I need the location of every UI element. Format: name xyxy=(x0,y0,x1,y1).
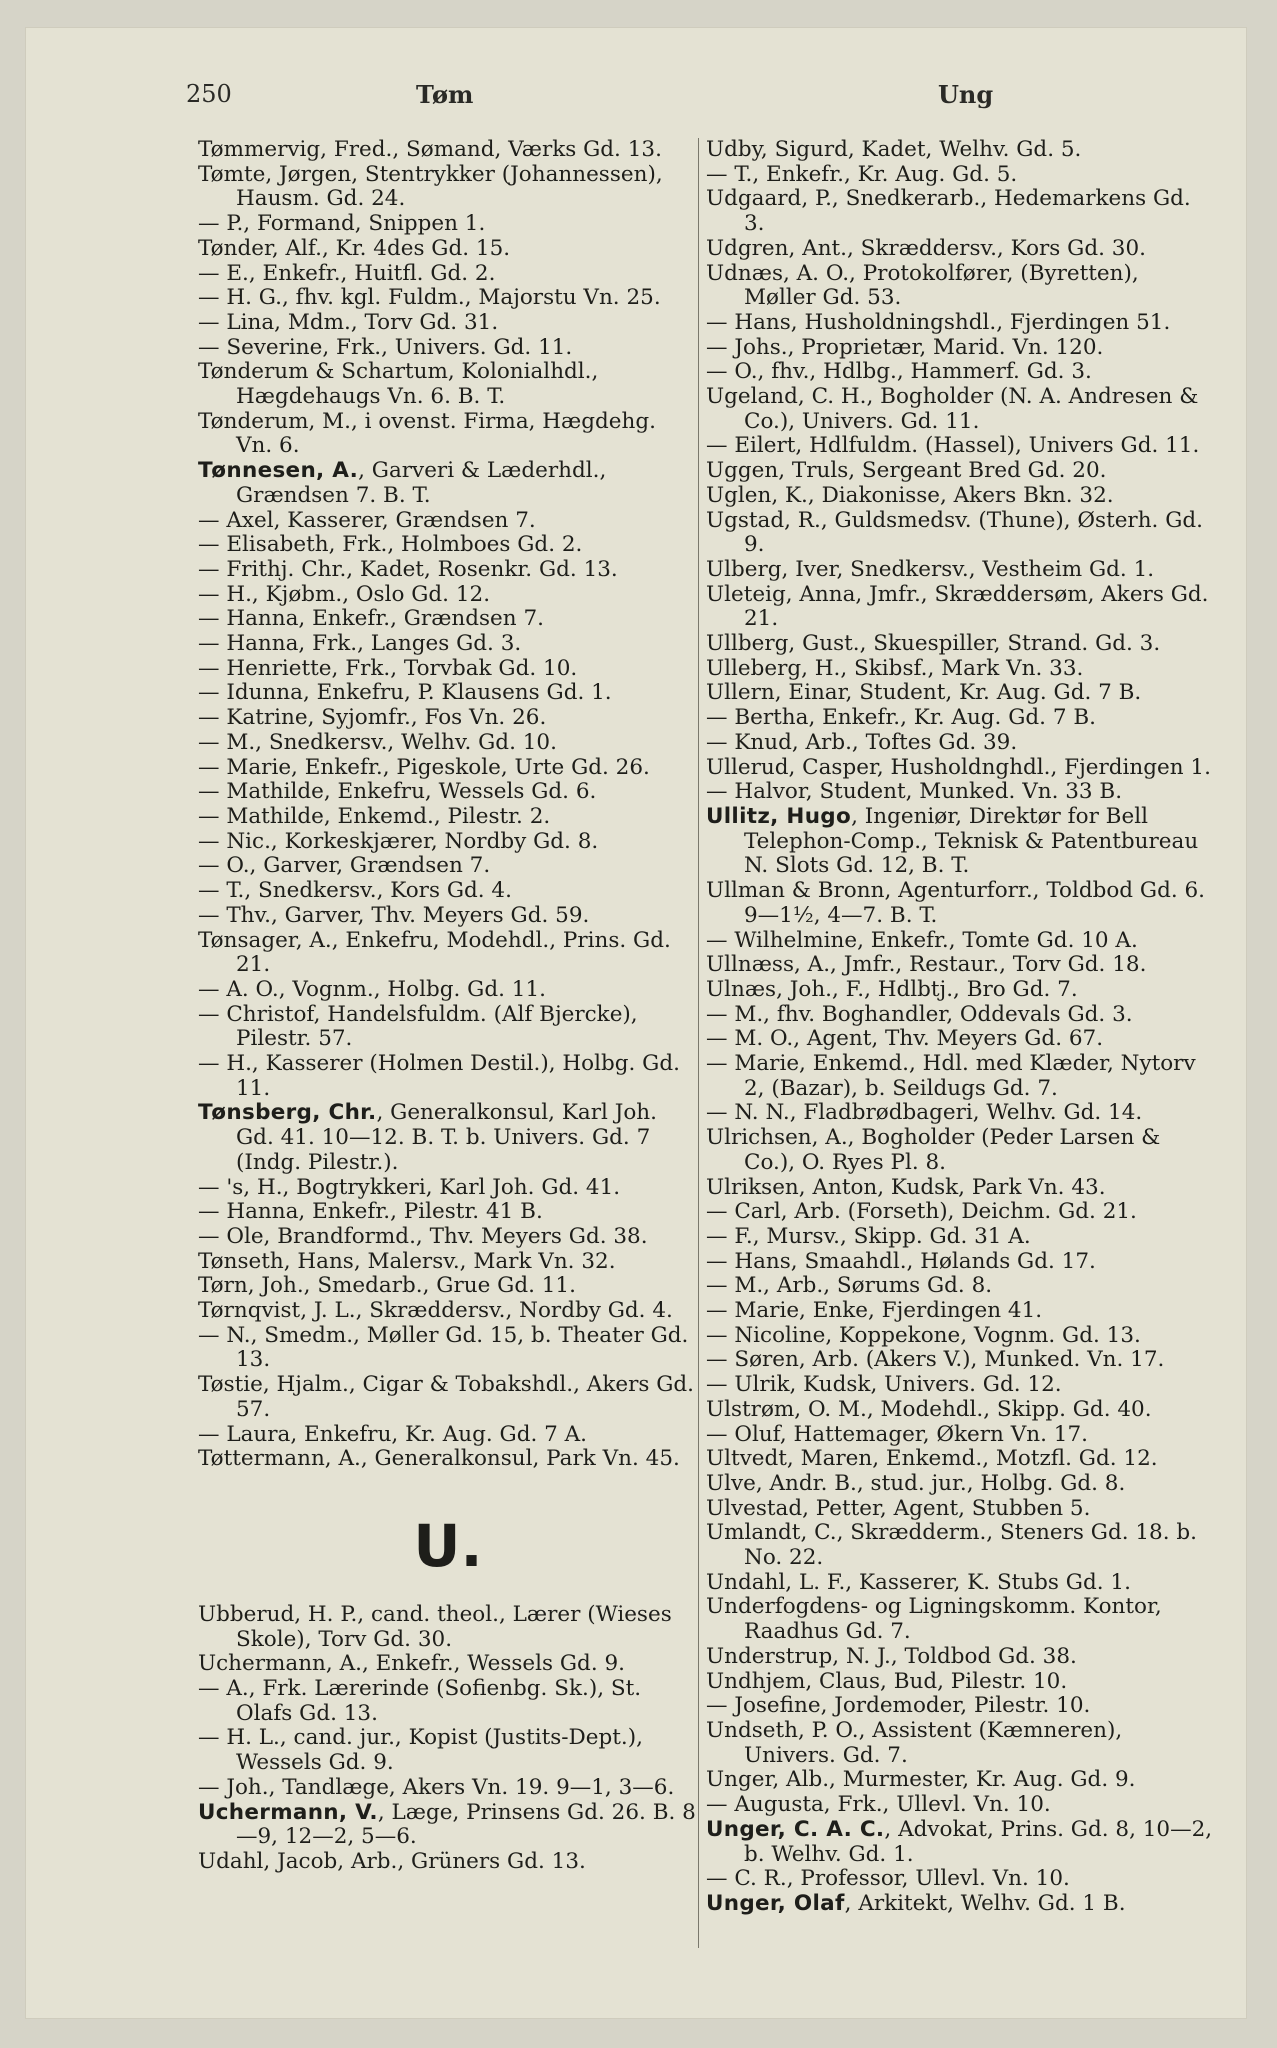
entry-text: Tøstie, Hjalm., Cigar & Tobakshdl., Akers Gd. 57. xyxy=(198,1372,694,1422)
header-left-word: Tøm xyxy=(416,80,474,109)
entry-name-bold: Tønnesen, A. xyxy=(198,458,359,484)
entry-text: , Ingeniør, Direktør for Bell Telephon-Comp., Teknisk & Patentbureau N. Slots Gd. 12, B. T. xyxy=(744,803,1199,879)
directory-entry xyxy=(198,879,698,904)
directory-entry xyxy=(198,706,698,731)
entry-text: — Ole, Brandformd., Thv. Meyers Gd. 38. xyxy=(198,1223,648,1249)
entry-text: — T., Enkefr., Kr. Aug. Gd. 5. xyxy=(706,161,1018,187)
entry-text: — A. O., Vognm., Holbg. Gd. 11. xyxy=(198,976,546,1002)
entry-text: — Axel, Kasserer, Grændsen 7. xyxy=(198,507,536,533)
directory-entry xyxy=(198,1101,698,1175)
entry-text: — Severine, Frk., Univers. Gd. 11. xyxy=(198,334,573,360)
entry-text: — Eilert, Hdlfuldm. (Hassel), Univers Gd. 11. xyxy=(706,433,1200,459)
directory-entry xyxy=(198,459,698,508)
entry-text: — P., Formand, Snippen 1. xyxy=(198,211,486,237)
directory-entry xyxy=(706,1126,1216,1175)
entry-text: Ulrichsen, A., Bogholder (Peder Larsen & Co.), O. Ryes Pl. 8. xyxy=(706,1125,1161,1175)
entry-text: Tønseth, Hans, Malersv., Mark Vn. 32. xyxy=(198,1248,616,1274)
directory-entry xyxy=(198,904,698,929)
entry-text: Underfogdens- og Ligningskomm. Kontor, Raadhus Gd. 7. xyxy=(706,1594,1162,1645)
entry-text: Ugstad, R., Guldsmedsv. (Thune), Østerh. Gd. 9. xyxy=(706,507,1203,558)
directory-entry xyxy=(706,1250,1216,1275)
directory-entry xyxy=(706,879,1216,928)
entry-text: Tønder, Alf., Kr. 4des Gd. 15. xyxy=(198,235,511,261)
directory-entry xyxy=(198,1726,698,1775)
directory-entry xyxy=(198,607,698,632)
entry-text: Ulstrøm, O. M., Modehdl., Skipp. Gd. 40. xyxy=(706,1396,1152,1422)
directory-entry xyxy=(198,509,698,534)
entry-text: — H. G., fhv. kgl. Fuldm., Majorstu Vn. 25. xyxy=(198,285,661,311)
entry-text: Ullnæss, A., Jmfr., Restaur., Torv Gd. 18. xyxy=(706,952,1147,978)
entry-text: Tømte, Jørgen, Stentrykker (Johannessen), Hausm. Gd. 24. xyxy=(198,161,663,212)
entry-text: Understrup, N. J., Toldbod Gd. 38. xyxy=(706,1643,1077,1669)
entry-name-bold: Tønsberg, Chr. xyxy=(198,1100,377,1126)
directory-entry xyxy=(198,1603,698,1652)
entry-text: — Hans, Smaahdl., Hølands Gd. 17. xyxy=(706,1248,1096,1274)
right-column xyxy=(706,138,1216,1917)
entry-text: — Elisabeth, Frk., Holmboes Gd. 2. xyxy=(198,532,583,558)
directory-entry xyxy=(198,212,698,237)
directory-entry xyxy=(706,657,1216,682)
entry-text: — Joh., Tandlæge, Akers Vn. 19. 9—1, 3—6. xyxy=(198,1774,675,1800)
entry-text: — Hans, Husholdningshdl., Fjerdingen 51. xyxy=(706,309,1171,335)
entry-text: Tørnqvist, J. L., Skræddersv., Nordby Gd. 4. xyxy=(198,1298,673,1324)
directory-entry xyxy=(706,1176,1216,1201)
directory-entry xyxy=(706,385,1216,434)
entry-text: — Katrine, Syjomfr., Fos Vn. 26. xyxy=(198,705,547,731)
entry-text: Ugeland, C. H., Bogholder (N. A. Andresen & Co.), Univers. Gd. 11. xyxy=(706,384,1199,434)
directory-entry xyxy=(706,731,1216,756)
entry-text: Udgaard, P., Snedkerarb., Hedemarkens Gd. 3. xyxy=(706,186,1191,237)
entry-text: — Mathilde, Enkefru, Wessels Gd. 6. xyxy=(198,779,597,805)
entry-text: , Advokat, Prins. Gd. 8, 10—2, b. Welhv. Gd. 1. xyxy=(744,1816,1213,1867)
entry-text: — Marie, Enke, Fjerdingen 41. xyxy=(706,1298,1043,1324)
entry-text: Ullerud, Casper, Husholdnghdl., Fjerdingen 1. xyxy=(706,754,1211,780)
directory-entry xyxy=(198,1677,698,1726)
entry-text: Undahl, L. F., Kasserer, K. Stubs Gd. 1. xyxy=(706,1569,1131,1595)
directory-entry xyxy=(198,1225,698,1250)
entry-text: — Marie, Enkefr., Pigeskole, Urte Gd. 26. xyxy=(198,754,650,780)
directory-entry xyxy=(198,1423,698,1448)
directory-entry xyxy=(706,1225,1216,1250)
entry-text: — Halvor, Student, Munked. Vn. 33 B. xyxy=(706,779,1123,805)
entry-text: — H., Kasserer (Holmen Destil.), Holbg. Gd. 11. xyxy=(198,1051,680,1101)
entry-text: Undseth, P. O., Assistent (Kæmneren), Univers. Gd. 7. xyxy=(706,1718,1123,1768)
entry-text: — O., Garver, Grændsen 7. xyxy=(198,853,491,879)
entry-text: Ulve, Andr. B., stud. jur., Holbg. Gd. 8. xyxy=(706,1470,1126,1496)
entry-text: — Idunna, Enkefru, P. Klausens Gd. 1. xyxy=(198,680,612,706)
page-number: 250 xyxy=(186,80,232,108)
entry-text: , Læge, Prinsens Gd. 26. B. 8—9, 12—2, 5—6. xyxy=(236,1799,696,1850)
entry-text: — F., Mursv., Skipp. Gd. 31 A. xyxy=(706,1223,1031,1249)
entry-text: Tømmervig, Fred., Sømand, Værks Gd. 13. xyxy=(198,137,662,162)
left-column xyxy=(198,138,698,1875)
entry-text: — Bertha, Enkefr., Kr. Aug. Gd. 7 B. xyxy=(706,705,1096,731)
directory-entry xyxy=(706,1373,1216,1398)
directory-entry xyxy=(198,360,698,409)
entry-text: — Johs., Proprietær, Marid. Vn. 120. xyxy=(706,334,1104,360)
entry-text: — M., Arb., Sørums Gd. 8. xyxy=(706,1273,993,1299)
entry-text: — Wilhelmine, Enkefr., Tomte Gd. 10 A. xyxy=(706,927,1138,953)
header-right-word: Ung xyxy=(938,80,994,109)
directory-entry xyxy=(706,978,1216,1003)
directory-entry xyxy=(706,1423,1216,1448)
directory-entry xyxy=(198,1274,698,1299)
entry-text: Ultvedt, Maren, Enkemd., Motzfl. Gd. 12. xyxy=(706,1446,1158,1472)
directory-entry xyxy=(198,583,698,608)
directory-entry xyxy=(706,1299,1216,1324)
directory-entry xyxy=(706,632,1216,657)
entry-text: — H. L., cand. jur., Kopist (Justits-Dept.), Wessels Gd. 9. xyxy=(198,1725,643,1776)
directory-entry xyxy=(706,1497,1216,1522)
directory-entry xyxy=(706,1670,1216,1695)
directory-entry xyxy=(198,929,698,978)
directory-entry xyxy=(706,1768,1216,1793)
directory-entry xyxy=(198,1447,698,1472)
entry-text: , Garveri & Læderhdl., Grændsen 7. B. T. xyxy=(236,458,607,508)
entry-text: — O., fhv., Hdlbg., Hammerf. Gd. 3. xyxy=(706,359,1092,385)
directory-entry xyxy=(706,1398,1216,1423)
directory-entry xyxy=(706,1348,1216,1373)
entry-text: Udnæs, A. O., Protokolfører, (Byretten), Møller Gd. 53. xyxy=(706,260,1139,311)
directory-entry xyxy=(706,1719,1216,1768)
entry-text: Tønderum, M., i ovenst. Firma, Hægdehg. Vn. 6. xyxy=(198,408,656,459)
directory-entry xyxy=(198,1200,698,1225)
directory-entry xyxy=(198,854,698,879)
directory-entry xyxy=(706,1472,1216,1497)
directory-entry xyxy=(706,262,1216,311)
directory-entry xyxy=(198,163,698,212)
entry-text: — Marie, Enkemd., Hdl. med Klæder, Nytorv 2, (Bazar), b. Seildugs Gd. 7. xyxy=(706,1051,1196,1101)
entry-text: — Mathilde, Enkemd., Pilestr. 2. xyxy=(198,803,551,829)
entry-text: — H., Kjøbm., Oslo Gd. 12. xyxy=(198,581,491,607)
directory-entry xyxy=(706,558,1216,583)
directory-entry xyxy=(706,459,1216,484)
entry-text: — 's, H., Bogtrykkeri, Karl Joh. Gd. 41. xyxy=(198,1174,621,1200)
directory-entry xyxy=(198,1324,698,1373)
entry-text: Ullberg, Gust., Skuespiller, Strand. Gd. 3. xyxy=(706,631,1161,657)
directory-entry xyxy=(706,434,1216,459)
directory-entry xyxy=(706,681,1216,706)
directory-entry xyxy=(706,1892,1216,1917)
directory-entry xyxy=(198,286,698,311)
directory-entry xyxy=(198,1801,698,1850)
directory-entry xyxy=(198,311,698,336)
directory-entry xyxy=(198,237,698,262)
entry-text: — Hanna, Enkefr., Pilestr. 41 B. xyxy=(198,1199,543,1225)
directory-entry xyxy=(198,1652,698,1677)
entry-text: — Nic., Korkeskjærer, Nordby Gd. 8. xyxy=(198,828,599,854)
directory-entry xyxy=(706,138,1216,163)
entry-text: — Oluf, Hattemager, Økern Vn. 17. xyxy=(706,1421,1088,1447)
entry-text: Ulvestad, Petter, Agent, Stubben 5. xyxy=(706,1495,1091,1521)
entry-text: Uleteig, Anna, Jmfr., Skræddersøm, Akers Gd. 21. xyxy=(706,581,1209,632)
entry-text: Udby, Sigurd, Kadet, Welhv. Gd. 5. xyxy=(706,137,1082,162)
column-divider xyxy=(698,138,699,1948)
directory-entry xyxy=(706,1324,1216,1349)
directory-entry xyxy=(706,1818,1216,1867)
directory-entry xyxy=(198,830,698,855)
directory-entry xyxy=(706,1867,1216,1892)
entry-text: — M. O., Agent, Thv. Meyers Gd. 67. xyxy=(706,1026,1104,1052)
entry-text: , Arkitekt, Welhv. Gd. 1 B. xyxy=(844,1890,1126,1916)
directory-entry xyxy=(198,1776,698,1801)
entry-text: Ullman & Bronn, Agenturforr., Toldbod Gd. 6. 9—1½, 4—7. B. T. xyxy=(706,878,1206,928)
entry-text: — Carl, Arb. (Forseth), Deichm. Gd. 21. xyxy=(706,1199,1137,1225)
entry-name-bold: Ullitz, Hugo xyxy=(706,803,852,829)
entry-text: — N. N., Fladbrødbageri, Welhv. Gd. 14. xyxy=(706,1100,1143,1126)
directory-entry xyxy=(198,138,698,163)
directory-entry xyxy=(198,336,698,361)
directory-entry xyxy=(198,632,698,657)
entry-text: — Frithj. Chr., Kadet, Rosenkr. Gd. 13. xyxy=(198,556,618,582)
entry-text: — Knud, Arb., Toftes Gd. 39. xyxy=(706,729,1018,755)
entry-name-bold: Unger, Olaf xyxy=(706,1890,845,1916)
entry-text: — Hanna, Enkefr., Grændsen 7. xyxy=(198,606,544,632)
directory-entry xyxy=(706,805,1216,879)
entry-text: — Lina, Mdm., Torv Gd. 31. xyxy=(198,309,499,335)
entry-text: — Christof, Handelsfuldm. (Alf Bjercke), Pilestr. 57. xyxy=(198,1001,638,1052)
directory-entry xyxy=(706,929,1216,954)
directory-entry xyxy=(706,1571,1216,1596)
entry-text: — Augusta, Frk., Ullevl. Vn. 10. xyxy=(706,1792,1051,1818)
directory-entry xyxy=(198,1003,698,1052)
section-letter: U. xyxy=(413,1511,483,1580)
entry-text: Unger, Alb., Murmester, Kr. Aug. Gd. 9. xyxy=(706,1767,1136,1793)
directory-entry xyxy=(706,237,1216,262)
entry-name-bold: Unger, C. A. C. xyxy=(706,1816,885,1842)
directory-entry xyxy=(706,360,1216,385)
entry-text: — Josefine, Jordemoder, Pilestr. 10. xyxy=(706,1693,1091,1719)
directory-entry xyxy=(706,336,1216,361)
entry-text: — Henriette, Frk., Torvbak Gd. 10. xyxy=(198,655,578,681)
directory-entry xyxy=(198,1299,698,1324)
entry-text: Umlandt, C., Skrædderm., Steners Gd. 18. b. No. 22. xyxy=(706,1520,1198,1571)
entry-name-bold: Uchermann, V. xyxy=(198,1799,378,1825)
entry-text: Uchermann, A., Enkefr., Wessels Gd. 9. xyxy=(198,1651,625,1677)
directory-entry xyxy=(198,978,698,1003)
directory-entry xyxy=(706,1101,1216,1126)
directory-entry xyxy=(706,953,1216,978)
directory-entry xyxy=(706,1200,1216,1225)
entry-text: — A., Frk. Lærerinde (Sofienbg. Sk.), St. Olafs Gd. 13. xyxy=(198,1676,642,1726)
directory-entry xyxy=(198,262,698,287)
directory-entry xyxy=(198,780,698,805)
entry-text: Undhjem, Claus, Bud, Pilestr. 10. xyxy=(706,1668,1068,1694)
entry-text: Ulnæs, Joh., F., Hdlbtj., Bro Gd. 7. xyxy=(706,976,1078,1002)
entry-text: — M., fhv. Boghandler, Oddevals Gd. 3. xyxy=(706,1001,1133,1027)
entry-text: — E., Enkefr., Huitfl. Gd. 2. xyxy=(198,260,496,286)
directory-entry xyxy=(706,706,1216,731)
directory-entry xyxy=(706,1447,1216,1472)
directory-entry xyxy=(198,731,698,756)
page-header xyxy=(26,80,1246,120)
entry-text: , Generalkonsul, Karl Joh. Gd. 41. 10—12. B. T. b. Univers. Gd. 7 (Indg. Pilestr.). xyxy=(236,1100,657,1175)
directory-entry xyxy=(706,187,1216,236)
directory-entry xyxy=(198,533,698,558)
directory-entry xyxy=(198,410,698,459)
directory-entry xyxy=(198,681,698,706)
entry-text: — Søren, Arb. (Akers V.), Munked. Vn. 17. xyxy=(706,1347,1165,1373)
entry-text: — Hanna, Frk., Langes Gd. 3. xyxy=(198,631,522,657)
directory-entry xyxy=(706,311,1216,336)
directory-entry xyxy=(198,756,698,781)
entry-text: Tøttermann, A., Generalkonsul, Park Vn. 45. xyxy=(198,1446,680,1472)
entry-text: — Laura, Enkefru, Kr. Aug. Gd. 7 A. xyxy=(198,1421,588,1447)
directory-entry xyxy=(198,1176,698,1201)
entry-text: Tønderum & Schartum, Kolonialhdl., Hægdehaugs Vn. 6. B. T. xyxy=(198,359,599,410)
directory-entry xyxy=(706,583,1216,632)
directory-entry xyxy=(706,1595,1216,1644)
entry-text: Ulriksen, Anton, Kudsk, Park Vn. 43. xyxy=(706,1174,1106,1200)
entry-text: Ulleberg, H., Skibsf., Mark Vn. 33. xyxy=(706,655,1084,681)
directory-entry xyxy=(706,756,1216,781)
entry-text: — Ulrik, Kudsk, Univers. Gd. 12. xyxy=(706,1372,1062,1398)
directory-page xyxy=(26,28,1246,2018)
entry-text: — M., Snedkersv., Welhv. Gd. 10. xyxy=(198,729,557,755)
directory-entry xyxy=(706,1027,1216,1052)
directory-entry xyxy=(706,1521,1216,1570)
directory-entry xyxy=(706,1645,1216,1670)
directory-entry xyxy=(706,1003,1216,1028)
entry-text: — Thv., Garver, Thv. Meyers Gd. 59. xyxy=(198,902,590,928)
directory-entry xyxy=(706,163,1216,188)
entry-text: — Nicoline, Koppekone, Vognm. Gd. 13. xyxy=(706,1322,1141,1348)
directory-entry xyxy=(198,1850,698,1875)
entry-text: Tørn, Joh., Smedarb., Grue Gd. 11. xyxy=(198,1273,576,1299)
entry-text: — C. R., Professor, Ullevl. Vn. 10. xyxy=(706,1866,1070,1892)
directory-entry xyxy=(706,1694,1216,1719)
directory-entry xyxy=(198,1250,698,1275)
directory-entry xyxy=(706,1274,1216,1299)
directory-entry xyxy=(198,1052,698,1101)
entry-text: Ubberud, H. P., cand. theol., Lærer (Wieses Skole), Torv Gd. 30. xyxy=(198,1601,672,1652)
directory-entry xyxy=(706,509,1216,558)
directory-entry xyxy=(706,484,1216,509)
directory-entry xyxy=(198,558,698,583)
entry-text: Uglen, K., Diakonisse, Akers Bkn. 32. xyxy=(706,482,1114,508)
entry-text: Udahl, Jacob, Arb., Grüners Gd. 13. xyxy=(198,1849,586,1874)
directory-entry xyxy=(706,780,1216,805)
entry-text: — T., Snedkersv., Kors Gd. 4. xyxy=(198,878,512,904)
entry-text: Udgren, Ant., Skræddersv., Kors Gd. 30. xyxy=(706,235,1146,261)
entry-text: Tønsager, A., Enkefru, Modehdl., Prins. Gd. 21. xyxy=(198,927,671,978)
directory-entry xyxy=(706,1793,1216,1818)
entry-text: Ulberg, Iver, Snedkersv., Vestheim Gd. 1. xyxy=(706,556,1155,582)
directory-entry xyxy=(198,1373,698,1422)
entry-text: Ullern, Einar, Student, Kr. Aug. Gd. 7 B. xyxy=(706,680,1142,706)
directory-entry xyxy=(198,657,698,682)
directory-entry xyxy=(706,1052,1216,1101)
entry-text: Uggen, Truls, Sergeant Bred Gd. 20. xyxy=(706,458,1107,484)
directory-entry xyxy=(198,805,698,830)
entry-text: — N., Smedm., Møller Gd. 15, b. Theater Gd. 13. xyxy=(198,1322,689,1373)
